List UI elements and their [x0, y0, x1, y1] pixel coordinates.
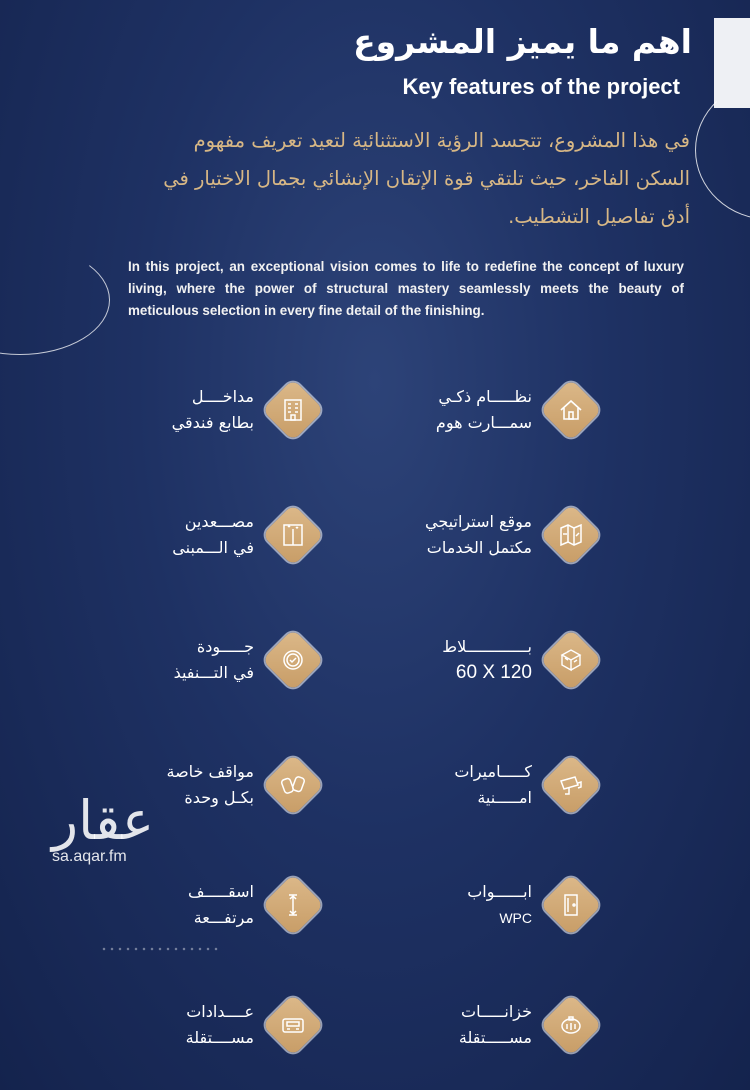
- feature-line1: مصـــعدين: [184, 512, 254, 531]
- feature-parking: [140, 745, 440, 825]
- feature-line1: اسقـــــف: [188, 882, 254, 901]
- feature-line2: بطابع فندقي: [171, 413, 254, 432]
- page-title-arabic: اهم ما يميز المشروع: [353, 22, 692, 61]
- tiles-icon: [540, 629, 602, 691]
- feature-line1: موقع استراتيجي: [425, 512, 532, 531]
- watermark-logo: عقار: [52, 789, 155, 852]
- watermark-url: sa.aqar.fm: [52, 848, 127, 865]
- quality-badge-icon: [262, 629, 324, 691]
- feature-line1: جـــــودة: [196, 637, 254, 656]
- meter-icon: [262, 994, 324, 1056]
- intro-arabic-line: أدق تفاصيل التشطيب.: [508, 205, 690, 228]
- building-icon: [262, 379, 324, 441]
- decorative-dots: [100, 945, 220, 955]
- feature-elevators: [140, 495, 440, 575]
- feature-line1: مداخــــل: [191, 387, 254, 406]
- camera-icon: [540, 754, 602, 816]
- feature-line2: في التـــنفيذ: [173, 663, 254, 682]
- ceiling-height-icon: [262, 874, 324, 936]
- map-icon: [540, 504, 602, 566]
- feature-line1: كـــــاميرات: [454, 762, 532, 781]
- feature-line1: خزانـــــات: [461, 1002, 532, 1021]
- intro-arabic-line: السكن الفاخر، حيث تلتقي قوة الإتقان الإنشائي بجمال الاختيار في: [163, 167, 690, 190]
- feature-meters: [140, 985, 440, 1065]
- feature-line2: في الـــمبنى: [172, 538, 254, 557]
- door-icon: [540, 874, 602, 936]
- feature-hotel-entrances: [140, 370, 440, 450]
- elevator-icon: [262, 504, 324, 566]
- aqar-watermark: [52, 789, 155, 866]
- feature-line2: امـــــنية: [477, 788, 532, 807]
- feature-line2: مكتمل الخدمات: [426, 538, 532, 557]
- feature-line1: ابــــــواب: [467, 882, 532, 901]
- decorative-arc-right: [695, 80, 750, 220]
- feature-line1: مواقف خاصة: [166, 762, 254, 781]
- feature-quality: [140, 620, 440, 700]
- page-title-english: Key features of the project: [402, 74, 680, 99]
- feature-line1: عــــدادات: [186, 1002, 254, 1021]
- intro-arabic-line: في هذا المشروع، تتجسد الرؤية الاستثنائية لتعيد تعريف مفهوم: [193, 129, 690, 152]
- feature-line2: مســــتقلة: [185, 1028, 254, 1047]
- intro-english: In this project, an exceptional vision comes to life to redefine the concept of luxury living, where the power of structural mastery seamlessly meets the beauty of meticulous selection in every fine detail of the finishing.: [128, 259, 684, 318]
- feature-line2: مســـــتقلة: [458, 1028, 532, 1047]
- feature-line2: مرتفـــعة: [193, 908, 254, 927]
- feature-line1: بـــــــــــــلاط: [442, 637, 532, 656]
- feature-line1: نظـــــام ذكـي: [438, 387, 532, 406]
- water-tank-icon: [540, 994, 602, 1056]
- feature-line2: بكـل وحدة: [184, 788, 254, 807]
- intro-arabic: [90, 122, 690, 236]
- feature-line2: 60 X 120: [455, 662, 532, 683]
- feature-high-ceilings: [140, 865, 440, 945]
- feature-line2: WPC: [499, 910, 532, 926]
- smart-home-icon: [540, 379, 602, 441]
- parking-icon: [262, 754, 324, 816]
- feature-line2: سمـــارت هوم: [435, 413, 532, 432]
- decorative-arc-left: [0, 245, 110, 355]
